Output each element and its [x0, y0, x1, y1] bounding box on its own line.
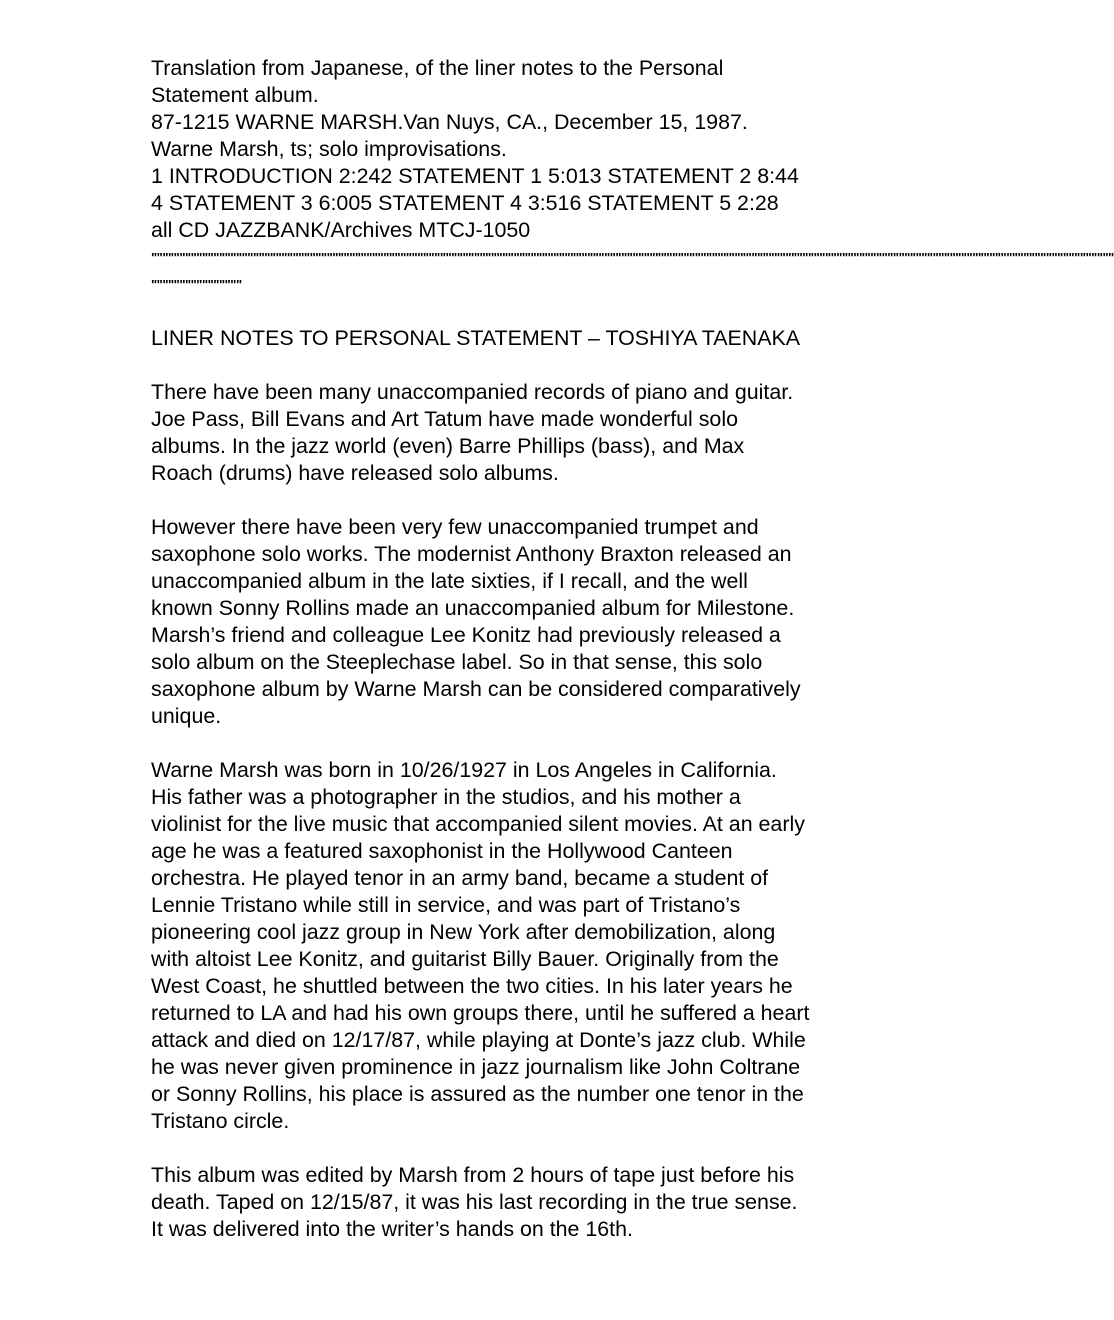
paragraph-line: Lennie Tristano while still in service, and was part of Tristano’s — [151, 893, 741, 917]
paragraph-line: albums. In the jazz world (even) Barre Phillips (bass), and Max — [151, 434, 745, 458]
header-line: 87-1215 WARNE MARSH.Van Nuys, CA., December 15, 1987. — [151, 110, 748, 134]
paragraph-line: violinist for the live music that accompanied silent movies. At an early — [151, 812, 805, 836]
paragraph-line: It was delivered into the writer’s hands on the 16th. — [151, 1217, 633, 1241]
paragraph-line: he was never given prominence in jazz journalism like John Coltrane — [151, 1055, 801, 1079]
paragraph-line: Roach (drums) have released solo albums. — [151, 461, 559, 485]
spacer — [151, 487, 886, 514]
paragraph-line: attack and died on 12/17/87, while playing at Donte’s jazz club. While — [151, 1028, 806, 1052]
spacer — [151, 730, 886, 757]
paragraph-line: unique. — [151, 704, 222, 728]
paragraph-line: Warne Marsh was born in 10/26/1927 in Los Angeles in California. — [151, 758, 777, 782]
paragraph-line: solo album on the Steeplechase label. So in that sense, this solo — [151, 650, 763, 674]
paragraph-line: saxophone solo works. The modernist Anthony Braxton released an — [151, 542, 792, 566]
paragraph-line: His father was a photographer in the studios, and his mother a — [151, 785, 741, 809]
paragraph-line: known Sonny Rollins made an unaccompanied album for Milestone. — [151, 596, 795, 620]
paragraph-line: This album was edited by Marsh from 2 hours of tape just before his — [151, 1163, 795, 1187]
paragraph-line: Tristano circle. — [151, 1109, 290, 1133]
spacer — [151, 352, 886, 379]
paragraph-line: orchestra. He played tenor in an army band, became a student of — [151, 866, 769, 890]
paragraph-line: West Coast, he shuttled between the two cities. In his later years he — [151, 974, 793, 998]
paragraph — [151, 1162, 886, 1243]
document-title: LINER NOTES TO PERSONAL STATEMENT – TOSHIYA TAENAKA — [151, 326, 801, 350]
spacer — [151, 1135, 886, 1162]
paragraph-line: saxophone album by Warne Marsh can be considered comparatively — [151, 677, 801, 701]
paragraph-line: death. Taped on 12/15/87, it was his last recording in the true sense. — [151, 1190, 798, 1214]
header-line: Translation from Japanese, of the liner notes to the Personal — [151, 56, 724, 80]
header-block — [151, 55, 1114, 298]
spacer — [151, 298, 886, 325]
paragraph-line: pioneering cool jazz group in New York after demobilization, along — [151, 920, 776, 944]
track-list-line: 4 STATEMENT 3 6:005 STATEMENT 4 3:516 STATEMENT 5 2:28 — [151, 191, 779, 215]
catalog-line: all CD JAZZBANK/Archives MTCJ-1050 — [151, 218, 531, 242]
paragraph-line: returned to LA and had his own groups there, until he suffered a heart — [151, 1001, 810, 1025]
separator-quotes: """""""""""""""""""""""""""""""""""""""""""""""""""""""""""""""""""""""""""""""""""""""""""""""""""""""""""""""""""""""""""""""""""""""""""""""""""""""""""""""""""""""""" — [151, 250, 1114, 265]
paragraph-line: or Sonny Rollins, his place is assured as the number one tenor in the — [151, 1082, 804, 1106]
paragraph-line: age he was a featured saxophonist in the Hollywood Canteen — [151, 839, 733, 863]
header-line: Warne Marsh, ts; solo improvisations. — [151, 137, 507, 161]
paragraph — [151, 757, 886, 1135]
header-line: Statement album. — [151, 83, 319, 107]
paragraph-line: Marsh’s friend and colleague Lee Konitz had previously released a — [151, 623, 781, 647]
paragraph — [151, 514, 886, 730]
paragraph-line: Joe Pass, Bill Evans and Art Tatum have made wonderful solo — [151, 407, 738, 431]
paragraph-line: There have been many unaccompanied records of piano and guitar. — [151, 380, 794, 404]
separator-quotes: """""""""""""""" — [151, 277, 242, 292]
paragraph-line: However there have been very few unaccompanied trumpet and — [151, 515, 759, 539]
paragraph-line: unaccompanied album in the late sixties, if I recall, and the well — [151, 569, 748, 593]
track-list-line: 1 INTRODUCTION 2:242 STATEMENT 1 5:013 STATEMENT 2 8:44 — [151, 164, 799, 188]
paragraph — [151, 379, 886, 487]
document-page — [151, 55, 1114, 1243]
paragraph-line: with altoist Lee Konitz, and guitarist Billy Bauer. Originally from the — [151, 947, 779, 971]
